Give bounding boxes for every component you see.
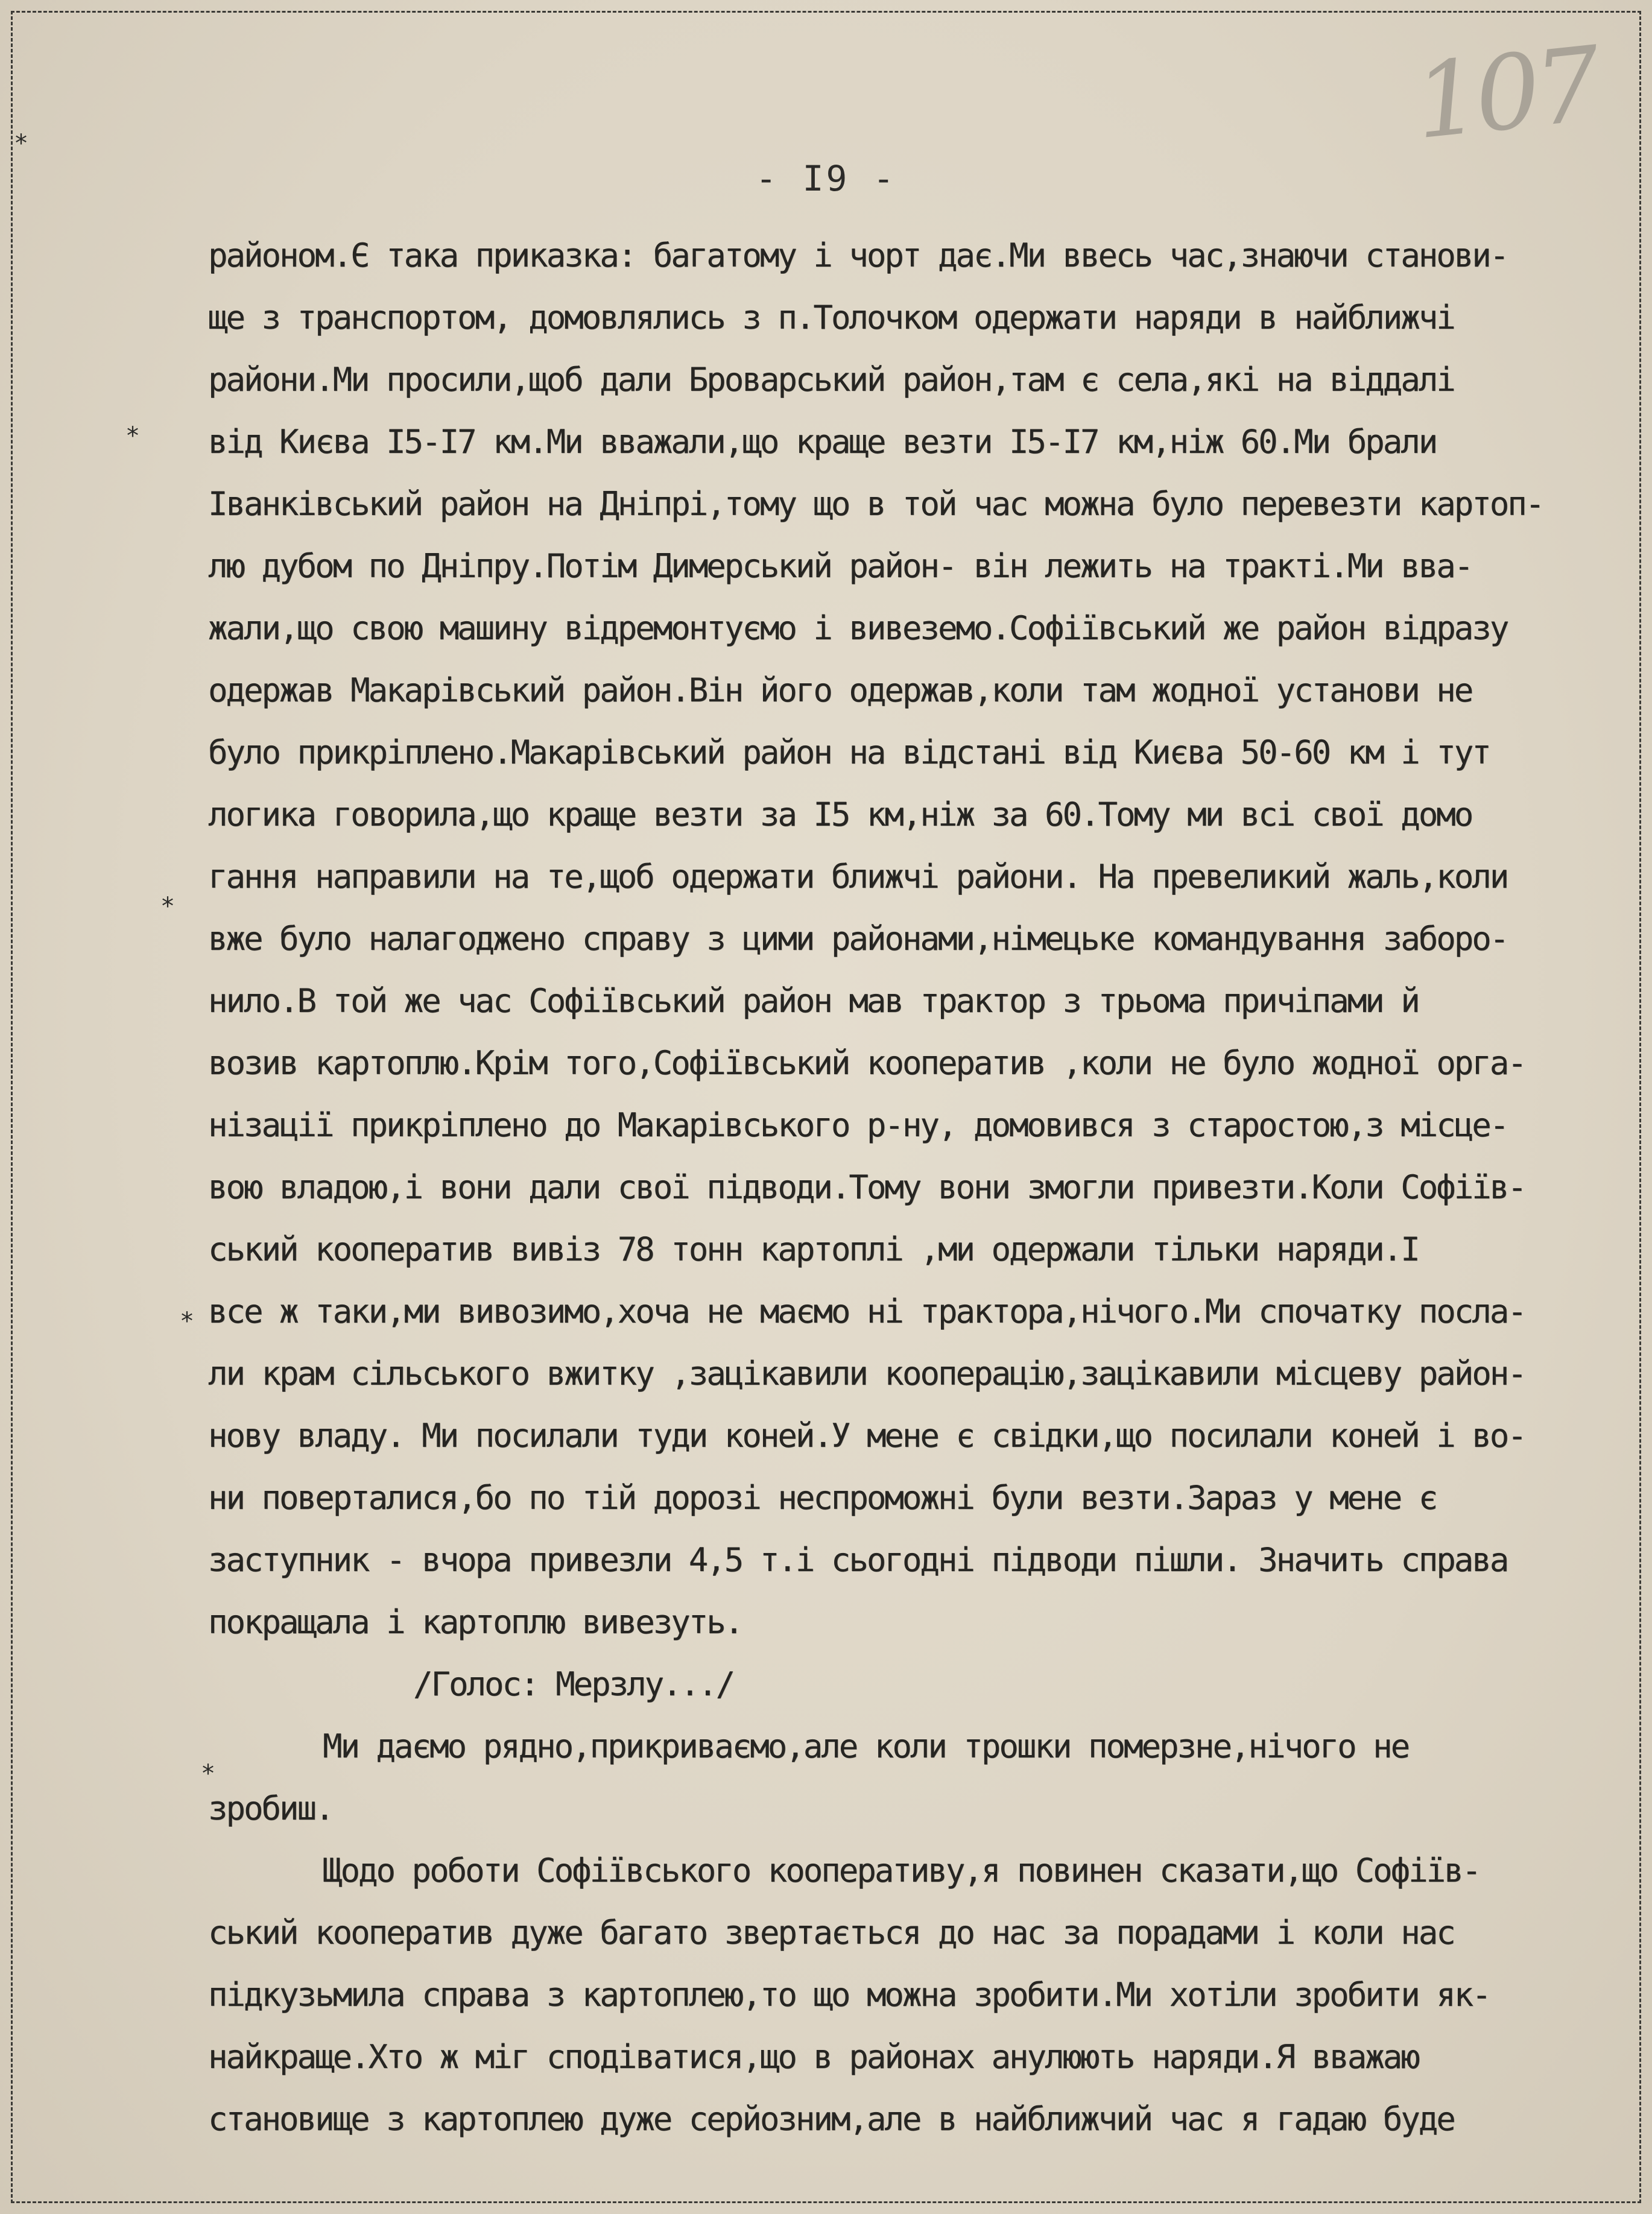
archive-page-number: 107 xyxy=(1409,25,1602,163)
text-line: логика говорила,що краще везти за I5 км,ніж за 60.Тому ми всі свої домо xyxy=(208,795,1472,833)
text-line: Щодо роботи Софіївського кооперативу,я повинен сказати,що Софіїв- xyxy=(323,1852,1480,1890)
text-line: лю дубом по Дніпру.Потім Димерський район- він лежить на тракті.Ми вва- xyxy=(208,547,1472,585)
margin-mark: * xyxy=(127,422,139,450)
text-line: одержав Макарівський район.Він його одержав,коли там жодної установи не xyxy=(208,671,1472,709)
text-line: гання направили на те,щоб одержати ближчі райони. На превеликий жаль,коли xyxy=(208,858,1508,896)
text-line: покращала і картоплю вивезуть. xyxy=(208,1603,742,1641)
text-line: вже було налагоджено справу з цими районами,німецьке командування заборо- xyxy=(208,920,1508,958)
speaker-note: /Голос: Мерзлу.../ xyxy=(413,1665,734,1703)
text-line: нізації прикріплено до Макарівського р-ну, домовився з старостою,з місце- xyxy=(208,1106,1508,1144)
text-line: зробиш. xyxy=(208,1789,333,1827)
text-line: заступник - вчора привезли 4,5 т.і сьогодні підводи пішли. Значить справа xyxy=(208,1541,1508,1579)
text-line: ський кооператив вивіз 78 тонн картоплі ,ми одержали тільки наряди.І xyxy=(208,1230,1419,1268)
text-line: ще з транспортом, домовлялись з п.Толочком одержати наряди в найближчі xyxy=(208,299,1454,337)
text-line: підкузьмила справа з картоплею,то що можна зробити.Ми хотіли зробити як- xyxy=(208,1976,1490,2014)
text-line: нило.В той же час Софіївський район мав трактор з трьома причіпами й xyxy=(208,982,1419,1020)
margin-mark: * xyxy=(202,1760,214,1788)
text-line: Ми даємо рядно,прикриваємо,але коли трошки померзне,нічого не xyxy=(323,1727,1409,1765)
text-line: райони.Ми просили,щоб дали Броварський район,там є села,які на віддалі xyxy=(208,361,1454,399)
text-line: все ж таки,ми вивозимо,хоча не маємо ні трактора,нічого.Ми спочатку посла- xyxy=(208,1292,1525,1330)
text-line: нову владу. Ми посилали туди коней.У мене є свідки,що посилали коней і во- xyxy=(208,1417,1525,1455)
margin-mark: * xyxy=(181,1308,193,1335)
text-line: ський кооператив дуже багато звертається до нас за порадами і коли нас xyxy=(208,1914,1454,1952)
text-line: ли крам сільського вжитку ,зацікавили кооперацію,зацікавили місцеву район- xyxy=(208,1355,1525,1393)
margin-mark: * xyxy=(15,130,27,157)
text-line: районом.Є така приказка: багатому і чорт дає.Ми ввесь час,знаючи станови- xyxy=(208,236,1508,274)
page-number: - I9 - xyxy=(755,158,897,199)
text-line: возив картоплю.Крім того,Софіївський кооператив ,коли не було жодної орга- xyxy=(208,1044,1525,1082)
text-line: було прикріплено.Макарівський район на відстані від Києва 50-60 км і тут xyxy=(208,733,1490,771)
text-line: від Києва I5-I7 км.Ми вважали,що краще везти I5-I7 км,ніж 60.Ми брали xyxy=(208,423,1437,461)
text-line: жали,що свою машину відремонтуємо і вивеземо.Софіївський же район відразу xyxy=(208,609,1508,647)
margin-mark: * xyxy=(162,893,174,920)
text-line: становище з картоплею дуже серйозним,але в найближчий час я гадаю буде xyxy=(208,2100,1454,2138)
text-line: вою владою,і вони дали свої підводи.Тому вони змогли привезти.Коли Софіїв- xyxy=(208,1168,1525,1206)
text-line: ни поверталися,бо по тій дорозі неспроможні були везти.Зараз у мене є xyxy=(208,1479,1437,1517)
text-line: найкраще.Хто ж міг сподіватися,що в районах анулюють наряди.Я вважаю xyxy=(208,2038,1419,2076)
text-line: Іванківський район на Дніпрі,тому що в той час можна було перевезти картоп- xyxy=(208,485,1543,523)
